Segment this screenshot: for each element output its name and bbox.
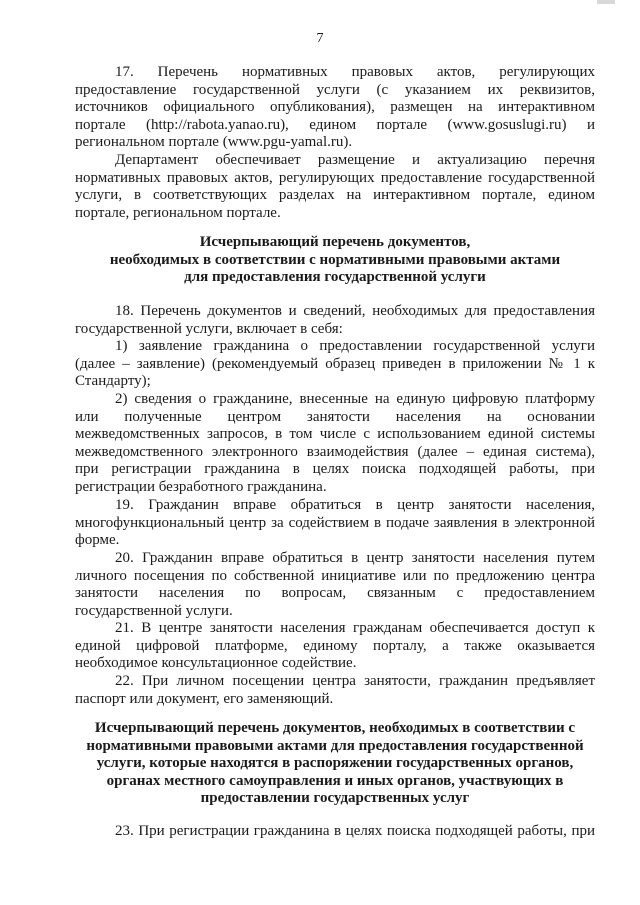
paragraph-20: [75, 550, 595, 620]
text-line: или полученные центром занятости населения на основании: [75, 408, 595, 425]
text-line: 23. При регистрации гражданина в целях поиска подходящей работы, при: [115, 823, 595, 839]
text-line: региональном портале (www.pgu-yamal.ru).: [75, 134, 353, 151]
text-line: Департамент обеспечивает размещение и актуализацию перечня: [115, 152, 595, 168]
text-line: 18. Перечень документов и сведений, необходимых для предоставления: [115, 303, 595, 319]
paragraph-21: [75, 620, 595, 673]
text-line: паспорт или документ, его заменяющий.: [75, 690, 334, 707]
text-line: 17. Перечень нормативных правовых актов, регулирующих: [115, 64, 595, 80]
heading-line: нормативными правовыми актами для предоставления государственной: [86, 737, 584, 754]
text-line: источников официального опубликования), размещен на интерактивном: [75, 99, 595, 116]
text-line: межведомственных запросов, в том числе с использованием единой системы: [75, 426, 595, 443]
text-line: (далее – заявление) (рекомендуемый образец приведен в приложении № 1 к: [75, 355, 595, 372]
paragraph-17-continuation: [75, 152, 595, 222]
text-line: единой цифровой платформе, единому порталу, а также оказывается: [75, 637, 595, 654]
text-line: нормативных правовых актов, регулирующих предоставление государственной: [75, 169, 595, 186]
text-line: многофункциональный центр за содействием в подаче заявления в электронной: [75, 514, 595, 531]
text-line: государственной услуги.: [75, 602, 233, 619]
text-line: предоставление государственной услуги (с указанием их реквизитов,: [75, 81, 595, 98]
text-line: портале, региональном портале.: [75, 204, 281, 221]
text-line: межведомственного электронного взаимодействия (далее – единая система),: [75, 443, 595, 460]
heading-line: Исчерпывающий перечень документов, необходимых в соответствии с: [94, 720, 576, 736]
text-line: при регистрации гражданина в целях поиска подходящей работы, при: [75, 461, 595, 478]
heading-line: органах местного самоуправления и иных органов, участвующих в: [106, 772, 564, 789]
heading-line: для предоставления государственной услуги: [184, 269, 486, 286]
text-line: 2) сведения о гражданине, внесенные на единую цифровую платформу: [115, 390, 595, 407]
heading-line: предоставлении государственных услуг: [200, 790, 470, 807]
heading-line: услуги, которые находятся в распоряжении государственных органов,: [96, 755, 574, 772]
text-line: занятости населения по вопросам, связанным с предоставлением: [75, 585, 595, 602]
scan-edge-mark: [597, 0, 615, 4]
section-heading-2: [75, 720, 595, 808]
paragraph-22: [75, 673, 595, 708]
text-line: 20. Гражданин вправе обратиться в центр занятости населения путем: [115, 550, 595, 566]
heading-line: необходимых в соответствии с нормативными правовыми актами: [109, 251, 561, 268]
paragraph-19: [75, 497, 595, 550]
text-line: личного посещения по собственной инициативе или по предложению центра: [75, 567, 595, 584]
text-line: форме.: [75, 532, 120, 549]
page-number: 7: [316, 31, 324, 46]
paragraph-17: [75, 64, 595, 152]
text-line: 21. В центре занятости населения гражданам обеспечивается доступ к: [115, 620, 595, 636]
text-line: регистрации безработного гражданина.: [75, 478, 327, 495]
text-line: 22. При личном посещении центра занятости, гражданин предъявляет: [115, 673, 595, 689]
text-line: 1) заявление гражданина о предоставлении государственной услуги: [115, 338, 595, 355]
heading-line: Исчерпывающий перечень документов,: [199, 234, 471, 250]
text-line: 19. Гражданин вправе обратиться в центр занятости населения,: [115, 497, 595, 513]
text-line: портале (http://rabota.yanao.ru), едином портале (www.gosuslugi.ru) и: [75, 116, 595, 133]
text-line: необходимое консультационное содействие.: [75, 655, 357, 672]
section-heading-1: [75, 234, 595, 287]
text-line: Стандарту);: [75, 373, 151, 390]
paragraph-23: [75, 823, 595, 841]
paragraph-18: [75, 303, 595, 497]
text-line: государственной услуги, включает в себя:: [75, 320, 343, 337]
text-line: услуги, в соответствующих разделах на интерактивном портале, едином: [75, 187, 595, 204]
